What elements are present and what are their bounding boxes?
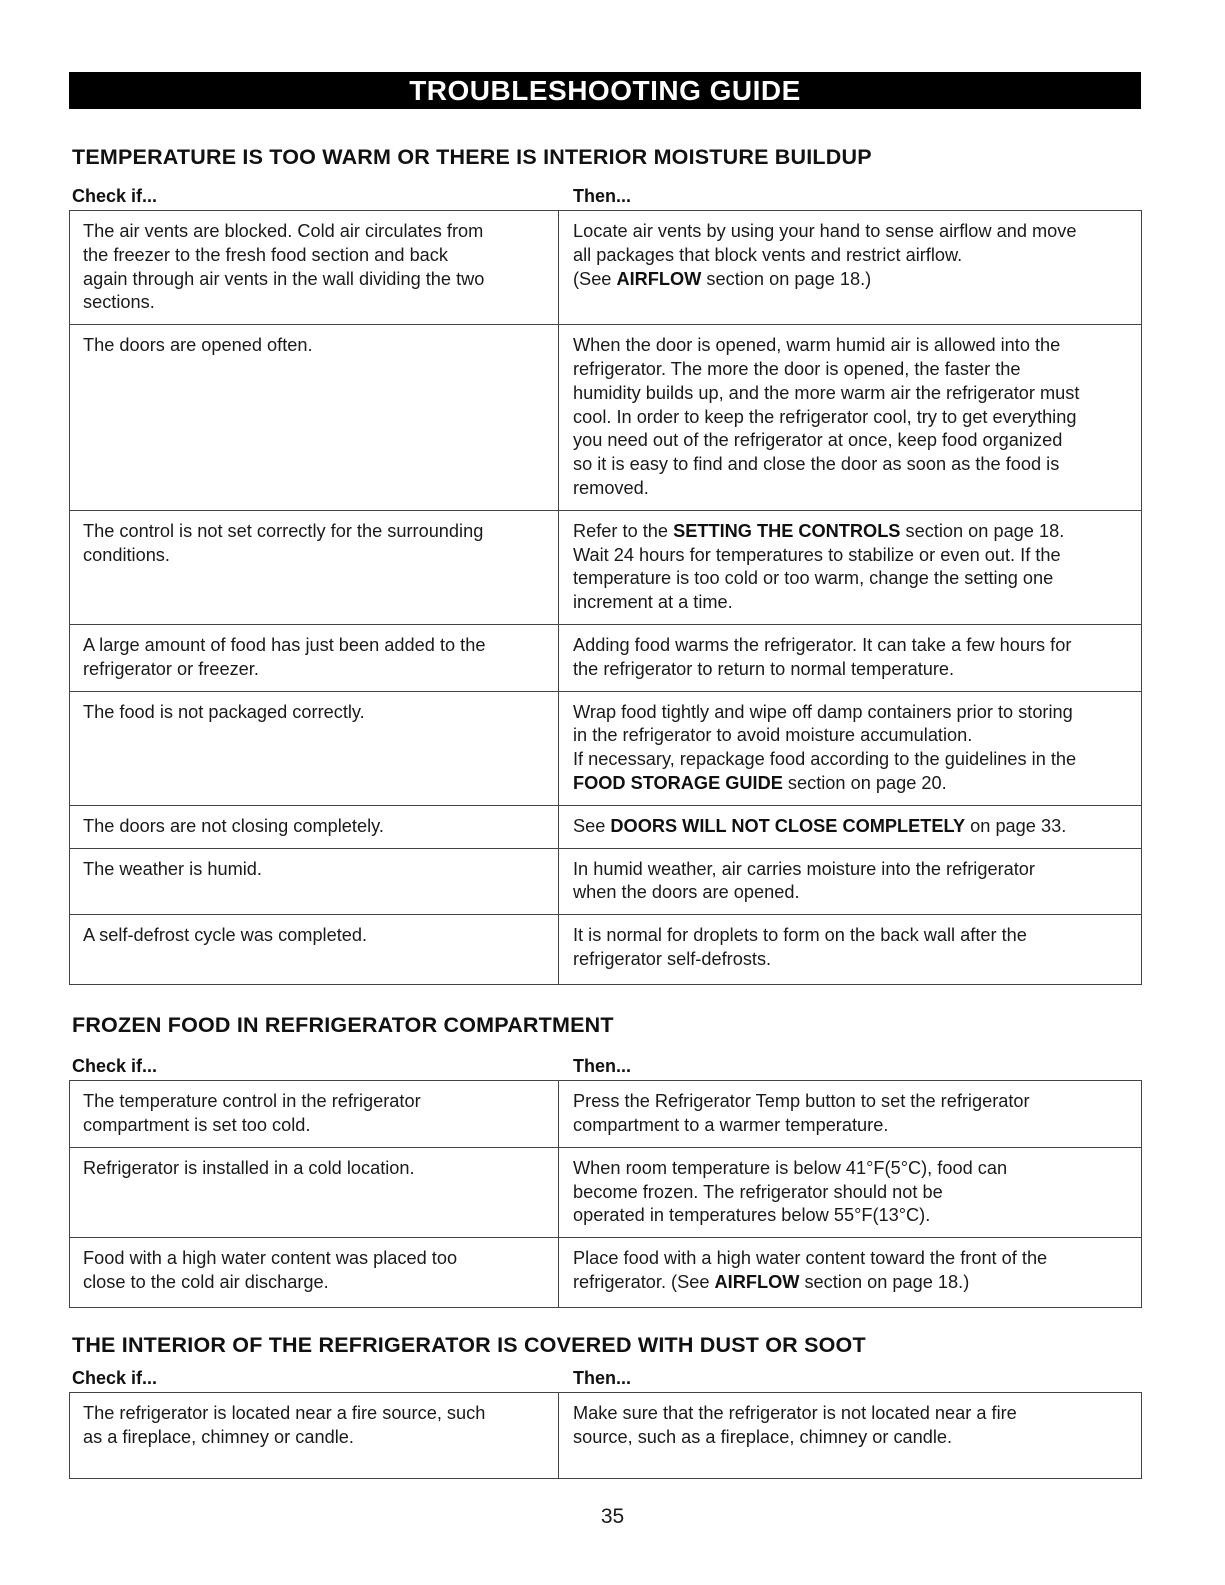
text-segment: Make sure that the refrigerator is not located near a fire bbox=[573, 1403, 1017, 1424]
then-line bbox=[573, 544, 1131, 568]
section-heading-dust-soot: THE INTERIOR OF THE REFRIGERATOR IS COVERED WITH DUST OR SOOT bbox=[72, 1333, 866, 1358]
text-segment: Wrap food tightly and wipe off damp containers prior to storing bbox=[573, 701, 1073, 722]
check-line: Refrigerator is installed in a cold location. bbox=[83, 1157, 415, 1178]
then-line bbox=[573, 429, 1131, 453]
text-segment: removed. bbox=[573, 477, 649, 498]
table-row bbox=[70, 691, 1142, 805]
text-segment: all packages that block vents and restrict airflow. bbox=[573, 244, 963, 265]
table-row bbox=[70, 211, 1142, 325]
check-cell bbox=[70, 211, 559, 325]
then-cell bbox=[559, 1238, 1142, 1308]
then-line bbox=[573, 1204, 1131, 1228]
column-headers bbox=[69, 186, 1141, 210]
table-row bbox=[70, 1393, 1142, 1479]
check-cell bbox=[70, 915, 559, 985]
check-line: The temperature control in the refrigerator bbox=[83, 1091, 421, 1112]
check-line: again through air vents in the wall dividing the two bbox=[83, 268, 485, 289]
check-line: compartment is set too cold. bbox=[83, 1114, 311, 1135]
text-segment: so it is easy to find and close the door as soon as the food is bbox=[573, 454, 1060, 475]
then-line bbox=[573, 1090, 1131, 1114]
text-segment: on page 33. bbox=[965, 815, 1067, 836]
then-line bbox=[573, 924, 1131, 948]
check-line: sections. bbox=[83, 292, 155, 313]
text-segment: When room temperature is below 41°F(5°C), food can bbox=[573, 1157, 1008, 1178]
check-line: The air vents are blocked. Cold air circulates from bbox=[83, 221, 484, 241]
troubleshooting-table-frozen-food bbox=[69, 1080, 1142, 1308]
then-line bbox=[573, 334, 1131, 358]
then-cell bbox=[559, 848, 1142, 915]
check-line: refrigerator or freezer. bbox=[83, 658, 259, 679]
check-line: A large amount of food has just been added to the bbox=[83, 634, 486, 655]
check-line: The weather is humid. bbox=[83, 858, 262, 879]
then-line bbox=[573, 858, 1131, 882]
text-segment: compartment to a warmer temperature. bbox=[573, 1114, 889, 1135]
then-line bbox=[573, 520, 1131, 544]
then-line bbox=[573, 453, 1131, 477]
then-line bbox=[573, 1271, 1131, 1295]
check-line: conditions. bbox=[83, 544, 170, 565]
troubleshooting-table-dust-soot bbox=[69, 1392, 1142, 1479]
text-segment: increment at a time. bbox=[573, 592, 733, 613]
check-cell bbox=[70, 691, 559, 805]
section-heading-temperature: TEMPERATURE IS TOO WARM OR THERE IS INTERIOR MOISTURE BUILDUP bbox=[72, 145, 872, 169]
check-cell bbox=[70, 325, 559, 511]
section-reference: FOOD STORAGE GUIDE bbox=[573, 772, 783, 793]
then-line bbox=[573, 220, 1131, 244]
text-segment: section on page 20. bbox=[782, 772, 947, 793]
then-header: Then... bbox=[573, 1368, 631, 1389]
then-line bbox=[573, 1426, 1131, 1450]
then-cell bbox=[559, 510, 1142, 624]
then-line bbox=[573, 477, 1131, 501]
check-line: The doors are not closing completely. bbox=[83, 815, 384, 836]
text-segment: refrigerator. The more the door is opened, the faster the bbox=[573, 358, 1021, 379]
troubleshooting-table-temperature bbox=[69, 210, 1142, 985]
then-line bbox=[573, 772, 1131, 796]
text-segment: the refrigerator to return to normal temperature. bbox=[573, 658, 955, 679]
text-segment: section on page 18. bbox=[900, 520, 1065, 541]
check-if-header: Check if... bbox=[72, 1368, 158, 1389]
check-line: A self-defrost cycle was completed. bbox=[83, 925, 368, 946]
check-cell bbox=[70, 1238, 559, 1308]
check-line: the freezer to the fresh food section and back bbox=[83, 244, 448, 265]
text-segment: section on page 18.) bbox=[701, 268, 872, 289]
page-banner: TROUBLESHOOTING GUIDE bbox=[69, 72, 1141, 109]
check-line: The doors are opened often. bbox=[83, 335, 313, 356]
table-row bbox=[70, 915, 1142, 985]
section-heading-frozen-food: FROZEN FOOD IN REFRIGERATOR COMPARTMENT bbox=[72, 1013, 614, 1038]
check-cell bbox=[70, 1147, 559, 1237]
text-segment: become frozen. The refrigerator should not be bbox=[573, 1181, 943, 1202]
check-cell bbox=[70, 624, 559, 691]
then-cell bbox=[559, 624, 1142, 691]
check-line: Food with a high water content was placed too bbox=[83, 1248, 458, 1269]
text-segment: If necessary, repackage food according to the guidelines in the bbox=[573, 749, 1077, 770]
text-segment: operated in temperatures below 55°F(13°C). bbox=[573, 1205, 931, 1226]
check-line: The food is not packaged correctly. bbox=[83, 701, 365, 722]
column-headers bbox=[69, 1368, 1141, 1392]
then-line bbox=[573, 1114, 1131, 1138]
check-line: The refrigerator is located near a fire source, such bbox=[83, 1403, 486, 1424]
table-row bbox=[70, 1238, 1142, 1308]
then-line bbox=[573, 701, 1131, 725]
page-number: 35 bbox=[600, 1505, 625, 1528]
text-segment: humidity builds up, and the more warm air the refrigerator must bbox=[573, 382, 1080, 403]
text-segment: See bbox=[573, 815, 611, 836]
text-segment: cool. In order to keep the refrigerator cool, try to get everything bbox=[573, 406, 1077, 427]
then-cell bbox=[559, 805, 1142, 848]
then-line bbox=[573, 948, 1131, 972]
text-segment: when the doors are opened. bbox=[573, 882, 800, 903]
table-row bbox=[70, 1147, 1142, 1237]
then-line bbox=[573, 358, 1131, 382]
table-row bbox=[70, 848, 1142, 915]
then-cell bbox=[559, 1147, 1142, 1237]
check-cell bbox=[70, 510, 559, 624]
then-header: Then... bbox=[573, 186, 631, 206]
then-line bbox=[573, 1157, 1131, 1181]
then-line bbox=[573, 724, 1131, 748]
check-cell bbox=[70, 1393, 559, 1479]
then-line bbox=[573, 815, 1131, 839]
text-segment: Locate air vents by using your hand to sense airflow and move bbox=[573, 221, 1077, 241]
section-reference: DOORS WILL NOT CLOSE COMPLETELY bbox=[610, 815, 966, 836]
check-line: as a fireplace, chimney or candle. bbox=[83, 1426, 354, 1447]
text-segment: Adding food warms the refrigerator. It can take a few hours for bbox=[573, 634, 1072, 655]
then-line bbox=[573, 658, 1131, 682]
then-line bbox=[573, 748, 1131, 772]
then-line bbox=[573, 1402, 1131, 1426]
section-reference: AIRFLOW bbox=[714, 1271, 800, 1292]
then-cell bbox=[559, 1081, 1142, 1148]
table-row bbox=[70, 624, 1142, 691]
text-segment: temperature is too cold or too warm, change the setting one bbox=[573, 568, 1054, 589]
then-cell bbox=[559, 691, 1142, 805]
table-row bbox=[70, 805, 1142, 848]
text-segment: refrigerator. (See bbox=[573, 1271, 715, 1292]
section-reference: SETTING THE CONTROLS bbox=[673, 520, 901, 541]
text-segment: It is normal for droplets to form on the back wall after the bbox=[573, 925, 1027, 946]
text-segment: Wait 24 hours for temperatures to stabilize or even out. If the bbox=[573, 544, 1061, 565]
then-line bbox=[573, 1247, 1131, 1271]
check-line: close to the cold air discharge. bbox=[83, 1271, 329, 1292]
then-line bbox=[573, 1181, 1131, 1205]
then-line bbox=[573, 268, 1131, 292]
then-line bbox=[573, 382, 1131, 406]
text-segment: in the refrigerator to avoid moisture accumulation. bbox=[573, 725, 973, 746]
text-segment: Press the Refrigerator Temp button to set the refrigerator bbox=[573, 1091, 1030, 1112]
table-row bbox=[70, 325, 1142, 511]
section-reference: AIRFLOW bbox=[616, 268, 702, 289]
text-segment: refrigerator self-defrosts. bbox=[573, 948, 772, 969]
text-segment: you need out of the refrigerator at once, keep food organized bbox=[573, 430, 1063, 451]
then-line bbox=[573, 567, 1131, 591]
text-segment: (See bbox=[573, 268, 617, 289]
check-cell bbox=[70, 1081, 559, 1148]
check-cell bbox=[70, 805, 559, 848]
then-cell bbox=[559, 325, 1142, 511]
then-line bbox=[573, 406, 1131, 430]
text-segment: When the door is opened, warm humid air is allowed into the bbox=[573, 335, 1061, 356]
text-segment: section on page 18.) bbox=[799, 1271, 970, 1292]
then-cell bbox=[559, 211, 1142, 325]
text-segment: Place food with a high water content toward the front of the bbox=[573, 1248, 1048, 1269]
table-row bbox=[70, 1081, 1142, 1148]
then-line bbox=[573, 244, 1131, 268]
check-if-header: Check if... bbox=[72, 1056, 158, 1077]
troubleshooting-page bbox=[69, 72, 1141, 1479]
then-cell bbox=[559, 915, 1142, 985]
then-line bbox=[573, 591, 1131, 615]
then-header: Then... bbox=[573, 1056, 631, 1077]
then-line bbox=[573, 634, 1131, 658]
check-cell bbox=[70, 848, 559, 915]
text-segment: Refer to the bbox=[573, 520, 674, 541]
table-row bbox=[70, 510, 1142, 624]
then-cell bbox=[559, 1393, 1142, 1479]
then-line bbox=[573, 881, 1131, 905]
text-segment: In humid weather, air carries moisture into the refrigerator bbox=[573, 858, 1035, 879]
check-line: The control is not set correctly for the surrounding bbox=[83, 520, 484, 541]
check-if-header: Check if... bbox=[72, 186, 158, 206]
column-headers bbox=[69, 1056, 1141, 1080]
text-segment: source, such as a fireplace, chimney or candle. bbox=[573, 1426, 953, 1447]
